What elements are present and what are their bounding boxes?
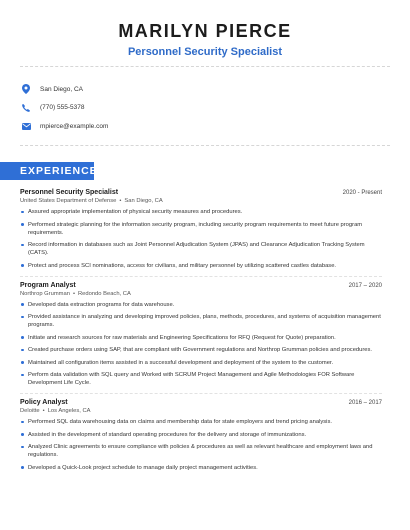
list-item: Record information in databases such as Joint Personnel Adjudication System (JPAS) and Clearance Adjudication Tracking System (CATS). (20, 241, 382, 257)
candidate-title: Personnel Security Specialist (127, 46, 283, 58)
list-item: Perform data validation with SQL query and Worked with SCRUM Project Management and Agile Methodologies FOR Software Development Life Cycle. (20, 371, 382, 387)
envelope-icon (20, 120, 32, 132)
map-pin-icon (20, 83, 32, 95)
job-title: Policy Analyst (20, 399, 68, 406)
job-company: Deloitte (20, 408, 40, 414)
job-dates: 2017 – 2020 (348, 282, 382, 289)
job-dates: 2016 – 2017 (348, 400, 382, 406)
phone-icon (20, 102, 32, 114)
header-divider (20, 66, 390, 67)
list-item: Assured appropriate implementation of physical security measures and procedures. (20, 208, 382, 216)
list-item: Assisted in the development of standard operating procedures for the delivery and storage of immunizations. (20, 431, 382, 439)
list-item: Initiate and research sources for raw materials and Engineering Specifications for RFQ (Request for Quote) preparation. (20, 334, 382, 342)
job-divider (20, 276, 382, 277)
location-text: San Diego, CA (40, 85, 83, 93)
list-item: Analyzed Clinic agreements to ensure compliance with policies & procedures as well as relevant healthcare and employment laws and regulations. (20, 443, 382, 459)
job-company: Northrop Grumman (20, 290, 70, 297)
experience-list (20, 189, 382, 478)
job-dates: 2020 - Present (342, 190, 382, 196)
list-item: Maintained all configuration items assisted in a successful development and deployment of the system to the customer. (20, 359, 382, 367)
job-company: United States Department of Defense (20, 198, 117, 204)
contact-divider (20, 145, 390, 146)
phone-text: (770) 555-5378 (40, 104, 85, 111)
list-item: Performed strategic planning for the information security program, including security program requirements to meet future program requirements. (20, 221, 382, 237)
job-bullets (20, 208, 382, 270)
candidate-name: MARILYN PIERCE (118, 21, 292, 41)
job-title: Personnel Security Specialist (20, 189, 119, 196)
job-title: Program Analyst (20, 281, 76, 289)
contact-location (20, 80, 108, 98)
job-bullets (20, 418, 382, 472)
list-item: Developed data extraction programs for data warehouse. (20, 301, 382, 309)
job-location: Redondo Beach, CA (77, 290, 131, 297)
job-location: Los Angeles, CA (47, 408, 91, 414)
job-divider (20, 393, 382, 394)
resume-header (0, 0, 410, 59)
list-item: Performed SQL data warehousing data on claims and membership data for state employers and trend pricing analysis. (20, 418, 382, 426)
email-text: mpierce@example.com (40, 122, 109, 130)
contact-phone (20, 99, 108, 117)
job-bullets (20, 301, 382, 388)
job-entry: Policy Analyst 2016 – 2017 Deloitte • Los Angeles, CA Performed SQL data warehousing data on claims and membership data for state employers and trend pricing analysis. Assisted in the development of standard operating procedures for the delivery and storage of immunizations. Analyzed Clinic agreements to ensure compliance with policies & procedures as well as relevant healthcare and employment laws and regulations. Developed a Quick-Look project schedule to manage daily project management activities. (20, 399, 382, 471)
section-heading-experience: EXPERIENCE (0, 162, 94, 180)
list-item: Protect and process SCI nominations, access for civilians, and military personnel by utilizing scattered castles database. (20, 262, 382, 270)
list-item: Provided assistance in analyzing and developing improved policies, plans, methods, procedures, and systems of acquisition management programs. (20, 313, 382, 329)
contact-list (20, 80, 108, 136)
list-item: Created purchase orders using SAP, that are compliant with Government regulations and Northrop Grumman policies and procedures. (20, 346, 382, 354)
job-location: San Diego, CA (124, 198, 163, 204)
job-entry: Program Analyst 2017 – 2020 Northrop Grumman • Redondo Beach, CA Developed data extraction programs for data warehouse. Provided assistance in analyzing and developing improved policies, plans, methods, procedures, and systems of acquisition management programs. Initiate and research sources for raw materials and Engineering Specifications for RFQ (Request for Quote) preparation. Created purchase orders using SAP, that are compliant with Government regulations and Northrop Grumman policies and procedures. Maintained all configuration items assisted in a successful development and deployment of the system to the customer. Perform data validation with SQL query and Worked with SCRUM Project Management and Agile Methodologies FOR Software Development Life Cycle. (20, 281, 382, 386)
contact-email (20, 117, 108, 135)
job-entry: Personnel Security Specialist 2020 - Present United States Department of Defense • San Diego, CA Assured appropriate implementation of physical security measures and procedures. Performed strategic planning for the information security program, including security program requirements to meet future program requirements. Record information in databases such as Joint Personnel Adjudication System (JPAS) and Clearance Adjudication Tracking System (CATS). Protect and process SCI nominations, access for civilians, and military personnel by utilizing scattered castles database. (20, 189, 382, 269)
list-item: Developed a Quick-Look project schedule to manage daily project management activities. (20, 464, 382, 472)
